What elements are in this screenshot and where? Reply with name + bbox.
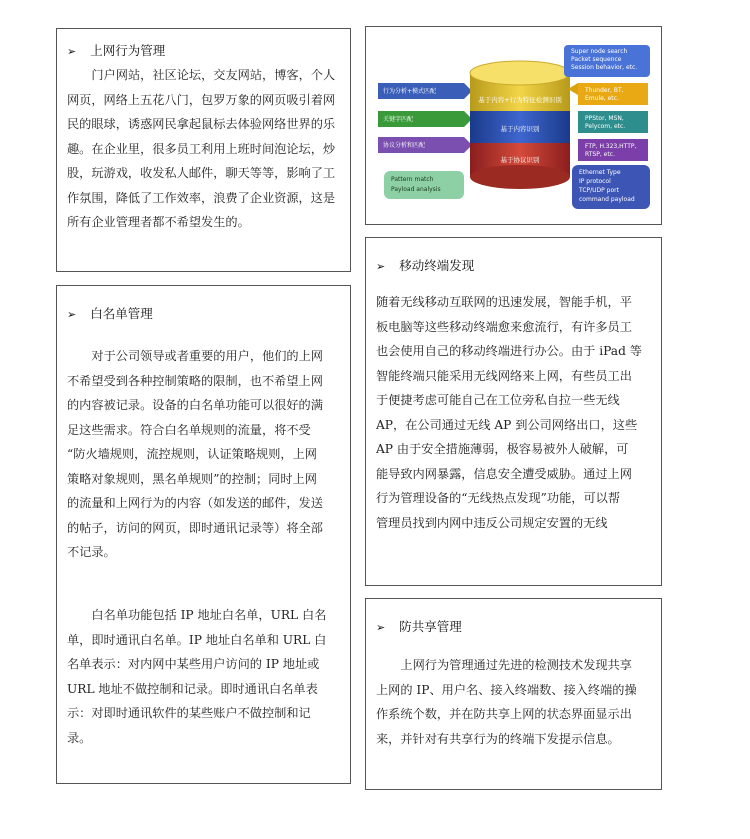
left-tag: 行为分析+模式匹配 [383,88,437,95]
callout-line: Payload analysis [391,186,441,193]
text-line: 所有企业管理者都不希望发生的。 [67,215,250,229]
text-line: 也会使用自己的移动终端进行办公。由于 iPad 等 [376,344,642,358]
section-heading [376,617,462,635]
callout-line: Pattern match [391,176,434,183]
section-heading [376,256,474,274]
right-tag-line: RTSP, etc. [585,151,615,158]
text-line: 的内容被记录。设备的白名单功能可以很好的满 [67,398,323,412]
section-body [376,290,654,535]
section-anti-share [365,598,662,790]
text-line: URL 地址不做控制和记录。即时通讯白名单表 [67,681,318,696]
section-title: 防共享管理 [399,619,462,634]
text-line: 股，玩游戏，收发私人邮件，聊天等等，影响了工 [67,166,336,180]
recognition-diagram [372,33,655,219]
text-line: 对于公司领导或者重要的用户，他们的上网 [91,349,323,363]
section-title: 移动终端发现 [399,258,475,273]
right-tag-line: command payload [579,196,635,203]
arrow-bullet-icon: ➢ [376,260,386,273]
section-body [376,653,654,751]
text-line: 上网行为管理通过先进的检测技术发现共享 [400,658,632,672]
section-whitelist [56,285,351,784]
text-line: 管理员找到内网中违反公司规定安置的无线 [376,515,608,530]
section-title: 上网行为管理 [90,43,166,58]
text-line: 上网的 IP、用户名、接入终端数、接入终端的操 [376,682,637,697]
text-line: 门户网站，社区论坛，交友网站，博客，个人 [91,68,336,82]
text-line: 作系统个数，并在防共享上网的状态界面显示出 [376,707,632,721]
text-line: 网页，网络上五花八门，包罗万象的网页吸引着网 [67,92,336,107]
right-tag-line: Session behavior, etc. [571,64,638,71]
text-line: 趣。在企业里，很多员工利用上班时间泡论坛，炒 [67,141,336,156]
section-web-behavior [56,28,351,272]
text-line: 策略对象规则，黑名单规则”的控制；同时上网 [67,471,317,486]
text-line: 名单表示：对内网中某些用户访问的 IP 地址或 [67,657,320,671]
text-line: 的流量和上网行为的内容（如发送的邮件，发送 [67,496,323,510]
text-line: 示：对即时通讯软件的某些账户不做控制和记 [67,706,311,720]
section-heading [67,304,153,322]
section-body-2 [67,603,343,750]
text-line: 录。 [67,730,92,745]
text-line: “防火墙规则，流控规则，认证策略规则，上网 [67,447,317,461]
cylinder-label: 基于内容识别 [500,125,540,133]
text-line: 民的眼球，诱惑网民拿起鼠标去体验网络世界的乐 [67,117,336,131]
text-line: AP，在公司通过无线 AP 到公司网络出口，这些 [376,417,638,432]
section-title: 白名单管理 [90,306,153,321]
text-line: 行为管理设备的“无线热点发现”功能，可以帮 [376,491,621,505]
right-tag-line: Emule, etc. [585,95,619,102]
left-tag: 协议分析和匹配 [383,142,426,149]
section-body [67,63,343,235]
section-diagram [365,26,662,225]
text-line: 板电脑等这些移动终端愈来愈流行，有许多员工 [376,319,632,334]
cylinder-top [470,61,570,85]
right-tag-line: Packet sequence [571,56,622,63]
cylinder-label: 基于内容+行为特征检测识别 [478,96,562,104]
text-line: 智能终端只能采用无线网络来上网，有些员工出 [376,368,632,383]
text-line: 单，即时通讯白名单。IP 地址白名单和 URL 白 [67,632,327,647]
text-line: 足这些需求。符合白名单规则的流量，将不受 [67,422,311,437]
text-line: 白名单功能包括 IP 地址白名单，URL 白名 [91,608,327,622]
text-line: 来，并针对有共享行为的终端下发提示信息。 [376,731,620,746]
cylinder-label: 基于协议识别 [500,156,540,164]
right-tag-line: IP protocol [579,178,611,185]
right-tag-line: Pelycom, etc. [585,123,626,130]
text-line: 不希望受到各种控制策略的限制，也不希望上网 [67,373,323,388]
arrow-bullet-icon: ➢ [376,621,386,634]
text-line: 的帖子，访问的网页，即时通讯记录等）将全部 [67,520,323,535]
cylinder-bottom [470,165,570,189]
left-tag: 关键字匹配 [383,116,414,123]
section-mobile-discovery [365,237,662,586]
text-line: 于便捷考虑可能自己在工位旁私自拉一些无线 [376,393,620,407]
right-tag-line: PPStor, MSN, [585,115,624,122]
right-tag-line: Ethernet Type [579,169,621,176]
text-line: 不记录。 [67,545,116,559]
right-tag-line: Super node search [571,48,628,55]
text-line: 作氛围，降低了工作效率，浪费了企业资源，这是 [67,190,336,205]
arrow-bullet-icon: ➢ [67,45,77,58]
text-line: 随着无线移动互联网的迅速发展，智能手机，平 [376,295,632,309]
right-tag-line: Thunder, BT, [585,87,624,94]
section-heading [67,41,165,59]
arrow-bullet-icon: ➢ [67,308,77,321]
right-tag-line: FTP, H.323,HTTP, [585,143,637,150]
right-tag-line: TCP/UDP port [579,187,619,194]
text-line: 能导致内网暴露，信息安全遭受威胁。通过上网 [376,466,632,481]
section-body-1 [67,344,343,565]
text-line: AP 由于安全措施薄弱，极容易被外人破解，可 [376,442,629,456]
